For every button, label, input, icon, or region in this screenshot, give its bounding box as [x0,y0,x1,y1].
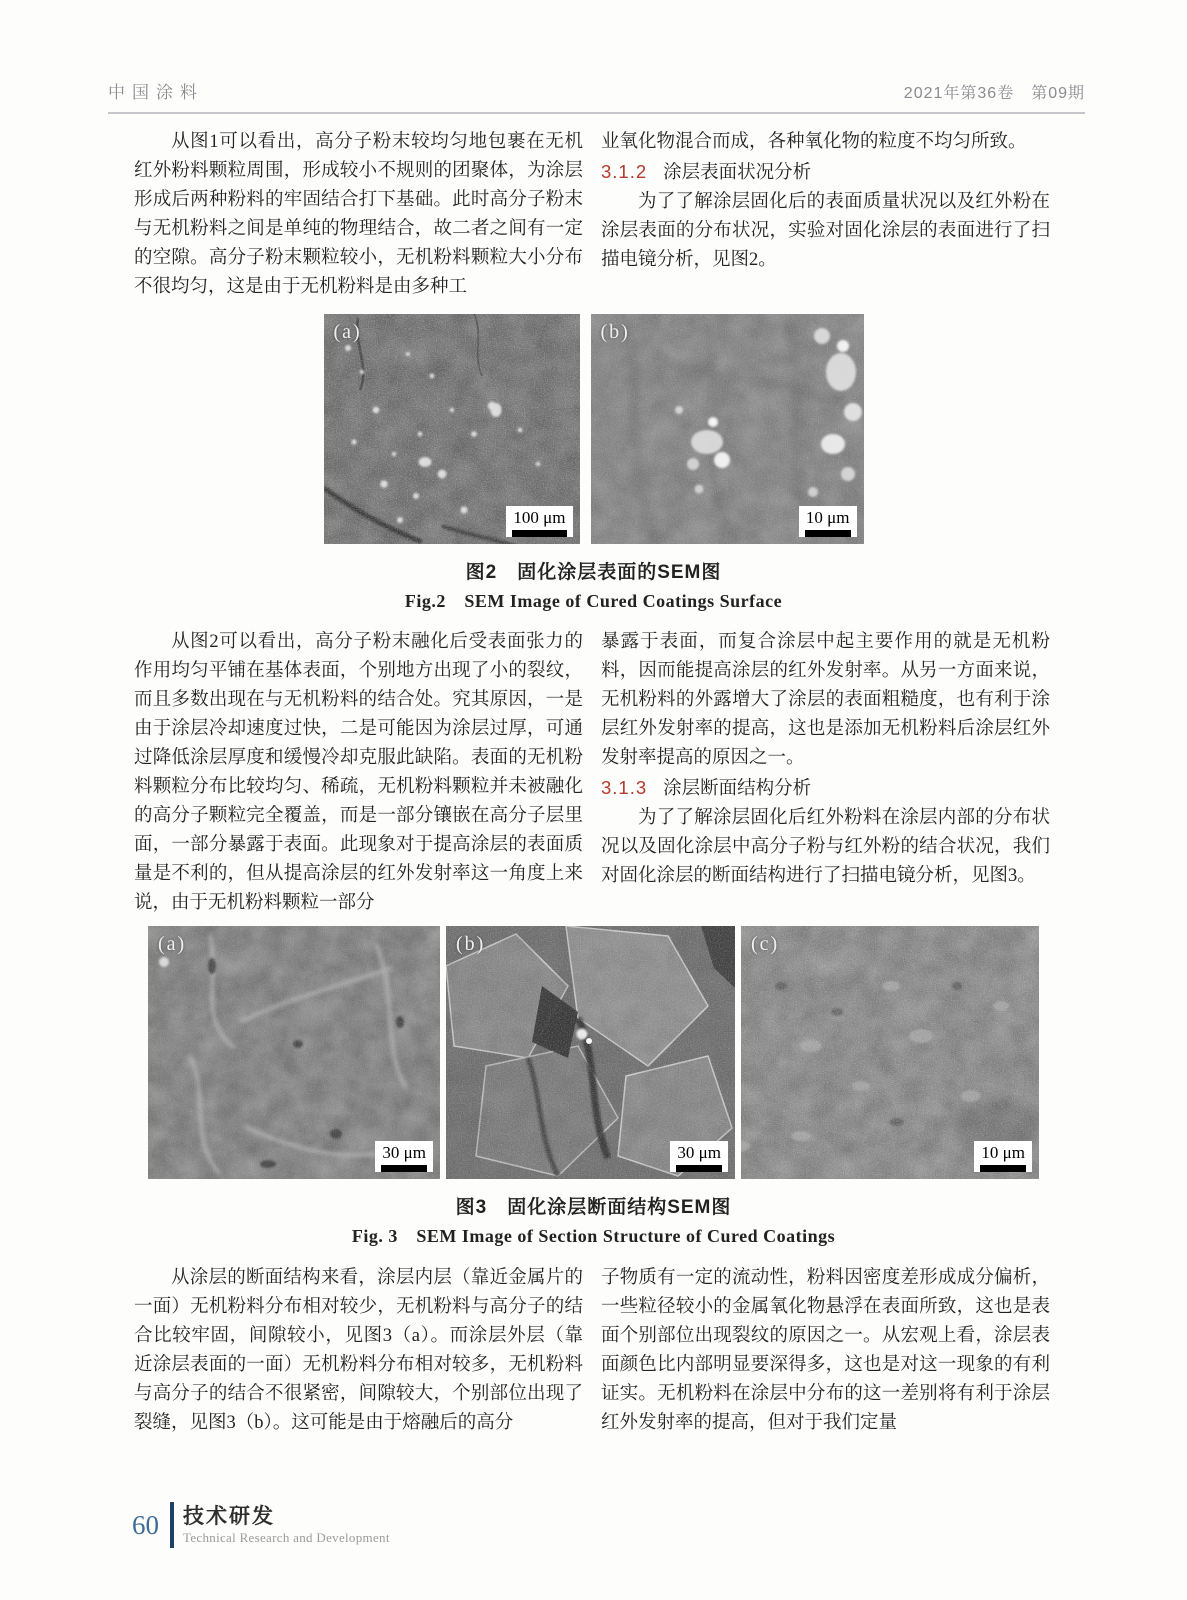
figure-3-caption-zh: 图3 固化涂层断面结构SEM图 [455,1197,732,1218]
paragraph-3: 为了了解涂层固化后的表面质量状况以及红外粉在涂层表面的分布状况，实验对固化涂层的表面进行了扫描电镜分析，见图2。 [601,192,1050,270]
scale-bar [670,1141,728,1172]
footer-section-title-en: Technical Research and Development [183,1530,390,1545]
section-heading-313 [601,773,1050,804]
scale-bar-line [676,1165,722,1172]
scale-bar [506,506,572,537]
section-title: 涂层断面结构分析 [663,779,812,799]
scale-bar [974,1141,1032,1172]
panel-label: (c) [751,933,780,955]
figure-2-row [0,314,1187,544]
sem-image-fig2-a [324,314,580,544]
section-number: 3.1.3 [601,777,648,798]
scale-text: 10 μm [805,508,850,527]
section-number: 3.1.2 [601,161,648,182]
sem-image-fig3-a [148,926,440,1179]
paragraph-4: 从图2可以看出，高分子粉末融化后受表面张力的作用均匀平铺在基体表面，个别地方出现了小的裂纹，而且多数出现在与无机粉料的结合处。究其原因，一是由于涂层冷却速度过快，二是可能因为涂层过厚，可通过降低涂层厚度和缓慢冷却克服此缺陷。表面的无机粉料颗粒分布比较均匀、稀疏，无机粉料颗粒并未被融化的高分子颗粒完全覆盖，而是一部分镶嵌在高分子层里面，一部分暴露于表面。此现象对于提高涂层的表面质量是不利的，但从提高涂层的红外发射率这一角度上来说，由于无机粉料颗粒一部分 [134,632,583,913]
paragraph-1: 从图1可以看出，高分子粉末较均匀地包裹在无机红外粉料颗粒周围，形成较小不规则的团聚体，为涂层形成后两种粉料的牢固结合打下基础。此时高分子粉末与无机粉料之间是单纯的物理结合，故二者之间有一定的空隙。高分子粉末颗粒较小，无机粉料颗粒大小分布不很均匀，这是由于无机粉料是由多种工 [134,132,583,297]
journal-title: 中国涂料 [108,83,204,102]
footer-section-title-zh: 技术研发 [183,1505,275,1528]
issue-info: 2021年第36卷 第09期 [903,85,1085,102]
scale-text: 10 μm [981,1143,1025,1162]
text-columns-top [134,128,1050,302]
scale-bar-line [980,1165,1026,1172]
text-columns-middle [134,628,1050,918]
scale-bar [375,1141,433,1172]
column-right-middle [601,628,1050,918]
section-heading-312 [601,157,1050,188]
page-header [108,78,1085,114]
scale-bar-line [512,530,566,537]
panel-label: (b) [600,321,630,343]
panel-label: (a) [333,321,362,343]
section-title: 涂层表面状况分析 [663,163,812,183]
column-right-bottom [601,1264,1050,1438]
figure-3-row [0,926,1187,1179]
sem-image-fig2-b [591,314,864,544]
scale-bar [799,506,857,537]
paragraph-8: 子物质有一定的流动性，粉料因密度差形成成分偏析，一些粒径较小的金属氧化物悬浮在表面所致，这也是表面个别部位出现裂纹的原因之一。从宏观上看，涂层表面颜色比内部明显要深得多，这也是对这一现象的有利证实。无机粉料在涂层中分布的这一差别将有利于涂层红外发射率的提高，但对于我们定量 [601,1268,1050,1433]
page-footer [132,1502,390,1548]
figure-2 [0,314,1187,613]
panel-label: (b) [456,933,486,955]
paragraph-6: 为了了解涂层固化后红外粉料在涂层内部的分布状况以及固化涂层中高分子粉与红外粉的结合状况，我们对固化涂层的断面结构进行了扫描电镜分析，见图3。 [601,808,1050,886]
footer-divider-bar [170,1502,174,1548]
figure-3-caption-en: Fig. 3 SEM Image of Section Structure of Cured Coatings [351,1226,836,1246]
column-right-top [601,128,1050,302]
scale-text: 30 μm [382,1143,426,1162]
page-number: 60 [132,1509,159,1540]
text-columns-bottom [134,1264,1050,1438]
scale-bar-line [381,1165,427,1172]
figure-3 [0,926,1187,1248]
panel-label: (a) [158,933,187,955]
figure-2-caption-zh: 图2 固化涂层表面的SEM图 [465,562,722,583]
column-left-bottom [134,1264,583,1438]
sem-image-fig3-c [741,926,1039,1179]
figure-2-caption-en: Fig.2 SEM Image of Cured Coatings Surface [404,591,783,611]
column-left-top [134,128,583,302]
column-left-middle [134,628,583,918]
paragraph-7: 从涂层的断面结构来看，涂层内层（靠近金属片的一面）无机粉料分布相对较少，无机粉料与高分子的结合比较牢固，间隙较小，见图3（a）。而涂层外层（靠近涂层表面的一面）无机粉料分布相对较多，无机粉料与高分子的结合不很紧密，间隙较大，个别部位出现了裂缝，见图3（b）。这可能是由于熔融后的高分 [134,1268,583,1433]
sem-image-fig3-b [446,926,735,1179]
scale-bar-line [805,530,851,537]
scale-text: 30 μm [677,1143,721,1162]
scale-text: 100 μm [513,508,566,527]
paragraph-5: 暴露于表面，而复合涂层中起主要作用的就是无机粉料，因而能提高涂层的红外发射率。从另一方面来说，无机粉料的外露增大了涂层的表面粗糙度，也有利于涂层红外发射率的提高，这也是添加无机粉料后涂层红外发射率提高的原因之一。 [601,632,1050,768]
footer-section [183,1504,390,1546]
paragraph-2: 业氧化物混合而成，各种氧化物的粒度不均匀所致。 [601,132,1027,152]
